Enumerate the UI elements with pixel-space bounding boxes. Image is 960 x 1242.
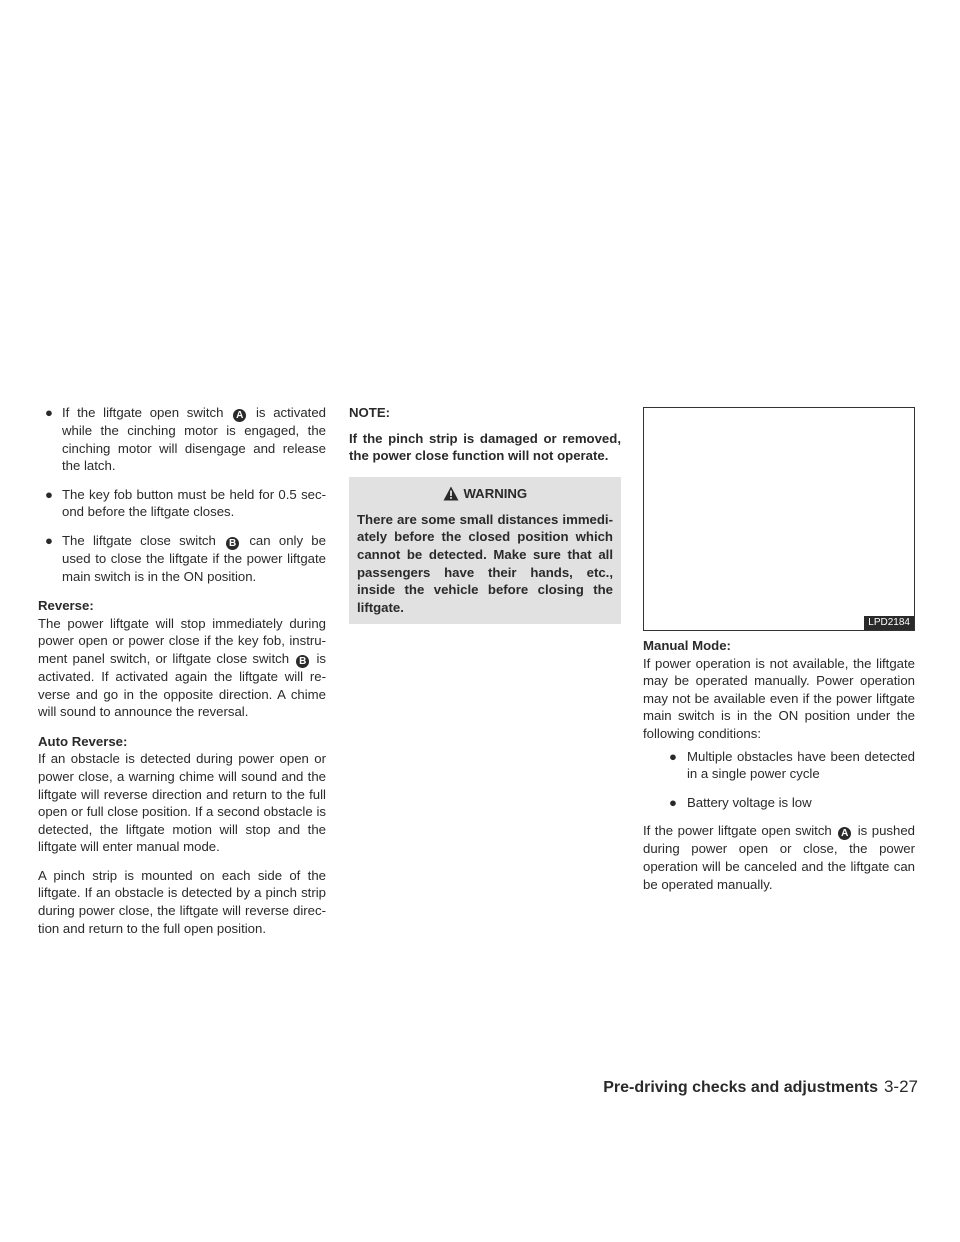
- callout-b-icon: B: [296, 655, 309, 668]
- manual-mode-heading: Manual Mode:: [643, 638, 731, 653]
- auto-reverse-section: [38, 733, 326, 938]
- page-footer: [603, 1078, 918, 1097]
- paragraph-text: If the power liftgate open switch: [643, 823, 832, 839]
- paragraph-text: is pushed during power open or close, the power operation will be canceled and the liftgate can be operated manually.: [643, 823, 916, 892]
- bullet-text: If the liftgate open switch: [62, 405, 224, 420]
- bullet-text: is activated while the cinching motor is engaged, the cinching motor will disengage and release the latch.: [62, 405, 326, 474]
- bullet-close-switch: [38, 532, 326, 585]
- warning-title: WARNING: [463, 485, 528, 501]
- auto-reverse-paragraph-1: If an obstacle is detected during power open or power close, a warning chime will sound and the liftgate will reverse direction and return to the full open or full close position. If a second obstacle is detected, the liftgate motion will stop and the liftgate will enter manual mode.: [38, 751, 326, 855]
- condition-item: [643, 794, 915, 812]
- callout-a-icon: A: [838, 827, 851, 840]
- note-title: NOTE:: [349, 405, 391, 420]
- condition-text: Battery voltage is low: [687, 794, 812, 810]
- bullet-icon: ●: [45, 532, 53, 548]
- warning-text: There are some small distances immedi-ately before the closed position which cannot be detected. Make sure that all passengers have their hands, etc., inside the vehicle before closing the liftgate.: [357, 511, 613, 615]
- callout-b-icon: B: [226, 537, 239, 550]
- right-column: [643, 407, 915, 893]
- bullet-text: The liftgate close switch: [62, 532, 216, 548]
- warning-box: [349, 477, 621, 625]
- manual-mode-intro: If power operation is not available, the liftgate may be operated manually. Power operation may not be available even if the power liftgate main switch is in the ON position under the following conditions:: [643, 655, 915, 741]
- reverse-section: [38, 597, 326, 721]
- bullet-icon: ●: [45, 486, 53, 502]
- manual-mode-final-paragraph: [643, 822, 915, 893]
- bullet-open-switch: [38, 404, 326, 475]
- bullet-text: can only be used to close the liftgate if the power liftgate main switch is in the ON position.: [62, 532, 326, 584]
- callout-a-icon: A: [233, 409, 246, 422]
- warning-header: [357, 477, 613, 507]
- bullet-icon: ●: [669, 794, 677, 810]
- warning-triangle-icon: [443, 486, 459, 501]
- bullet-text: The key fob button must be held for 0.5 sec-ond before the liftgate closes.: [62, 486, 326, 520]
- page-number: 3-27: [883, 1077, 918, 1096]
- figure-code: LPD2184: [864, 616, 914, 630]
- middle-column: [349, 404, 621, 624]
- reverse-paragraph: [38, 615, 326, 721]
- condition-text: Multiple obstacles have been detected in a single power cycle: [687, 748, 915, 782]
- bullet-icon: ●: [669, 748, 677, 764]
- figure-illustration: [643, 407, 915, 631]
- section-title: Pre-driving checks and adjustments: [603, 1079, 878, 1096]
- paragraph-text: The power liftgate will stop immediately during power open or power close if the key fob, instru-ment panel switch, or liftgate close switch: [38, 615, 326, 666]
- bullet-key-fob: [38, 486, 326, 521]
- auto-reverse-heading: Auto Reverse:: [38, 733, 128, 749]
- note-body: If the pinch strip is damaged or removed, the power close function will not operate.: [349, 430, 621, 464]
- reverse-heading: Reverse:: [38, 598, 94, 614]
- left-column: [38, 404, 326, 937]
- bullet-icon: ●: [45, 405, 53, 420]
- condition-item: [643, 748, 915, 783]
- paragraph-text: is activated. If activated again the liftgate will re-verse and go in the opposite direction. A chime will sound to announce the reversal.: [38, 650, 326, 720]
- auto-reverse-paragraph-2: A pinch strip is mounted on each side of the liftgate. If an obstacle is detected by a pinch strip during power close, the liftgate will reverse direc-tion and return to the full open position.: [38, 867, 326, 936]
- manual-mode-section: [643, 637, 915, 893]
